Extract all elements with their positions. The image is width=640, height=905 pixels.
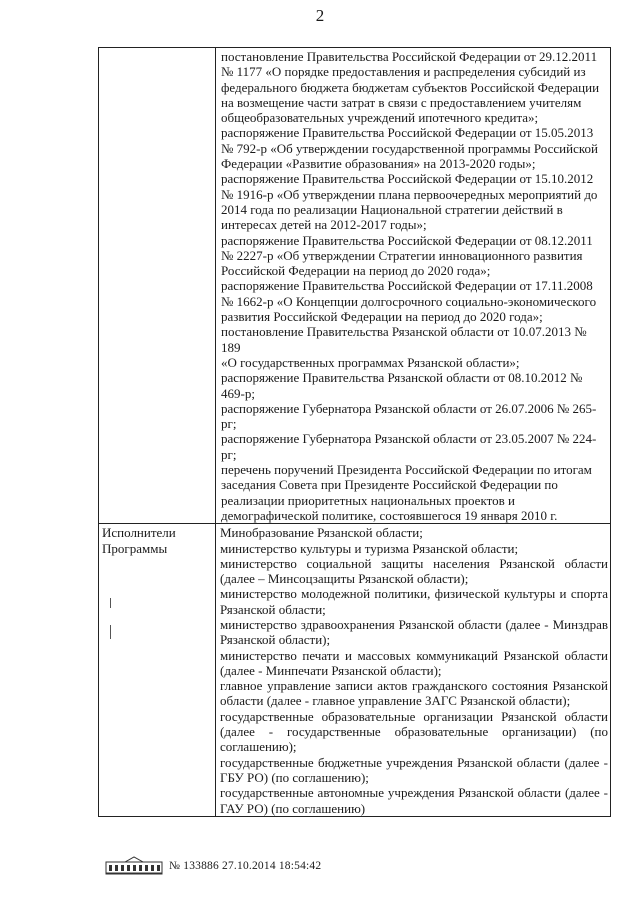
- text-line: № 1662-р «О Концепции долгосрочного социально-экономического: [221, 293, 597, 309]
- legal-basis-cell: [216, 48, 611, 524]
- margin-mark: [110, 625, 111, 639]
- margin-mark: [110, 598, 111, 608]
- text-line: распоряжение Губернатора Рязанской области от 23.05.2007 № 224-рг;: [221, 431, 597, 462]
- text-line: Федерации «Развитие образования» на 2013-2020 годы»;: [221, 156, 536, 172]
- text-line: № 1177 «О порядке предоставления и распределения субсидий из: [221, 64, 586, 80]
- text-line: постановление Правительства Российской Федерации от 29.12.2011: [221, 49, 598, 64]
- text-line: на возмещение части затрат в связи с предоставлением учителям: [221, 94, 582, 110]
- text-line: распоряжение Правительства Российской Федерации от 15.10.2012: [221, 171, 594, 187]
- list-item: государственные автономные учреждения Рязанской области (далее - ГАУ РО) (по соглашению): [220, 785, 608, 816]
- text-line: № 2227-р «Об утверждении Стратегии инновационного развития: [221, 247, 583, 263]
- text-line: реализации приоритетных национальных проектов и: [221, 492, 515, 508]
- text-line: перечень поручений Президента Российской Федерации по итогам: [221, 462, 592, 478]
- table-row: [99, 524, 611, 817]
- list-item: министерство социальной защиты населения Рязанской области (далее – Минсоцзащиты Рязанской области);: [220, 555, 608, 587]
- list-item: министерство молодежной политики, физической культуры и спорта Рязанской области;: [220, 586, 608, 617]
- text-line: № 792-р «Об утверждении государственной программы Российской: [221, 140, 598, 156]
- text-line: заседания Совета при Президенте Российской Федерации по: [221, 477, 558, 493]
- list-item: Минобразование Рязанской области;: [220, 525, 423, 541]
- text-line: Российской Федерации на период до 2020 года»;: [221, 263, 491, 279]
- document-stamp: [105, 856, 321, 876]
- text-line: распоряжение Правительства Российской Федерации от 17.11.2008: [221, 278, 593, 294]
- row-label: [99, 48, 216, 524]
- table-row: [99, 48, 611, 524]
- emblem-icon: [105, 856, 163, 876]
- list-item: министерство здравоохранения Рязанской области (далее - Минздрав Рязанской области);: [220, 616, 608, 648]
- text-line: распоряжение Губернатора Рязанской области от 26.07.2006 № 265-рг;: [221, 400, 597, 432]
- list-item: государственные бюджетные учреждения Рязанской области (далее - ГБУ РО) (по соглашению);: [220, 754, 608, 785]
- row-label: Программы: [102, 540, 168, 556]
- text-line: «О государственных программах Рязанской области»;: [221, 354, 520, 370]
- text-line: интересах детей на 2012-2017 годы»;: [221, 217, 427, 233]
- row-label: Исполнители: [102, 525, 176, 541]
- text-line: развития Российской Федерации на период до 2020 года»;: [221, 309, 543, 325]
- text-line: распоряжение Правительства Российской Федерации от 08.12.2011: [221, 232, 593, 248]
- text-line: демографической политике, состоявшегося 19 января 2010 г.: [221, 507, 558, 523]
- text-line: федерального бюджета бюджетам субъектов Российской Федерации: [221, 79, 600, 95]
- executors-label-cell: [99, 524, 216, 817]
- executors-cell: [216, 524, 611, 817]
- registration-stamp-text: № 133886 27.10.2014 18:54:42: [169, 860, 322, 872]
- text-line: № 1916-р «Об утверждении плана первоочередных мероприятий до: [221, 186, 598, 202]
- text-line: постановление Правительства Рязанской области от 10.07.2013 № 189: [221, 324, 587, 355]
- page-number: 2: [315, 6, 325, 25]
- list-item: министерство печати и массовых коммуникаций Рязанской области (далее - Минпечати Рязанской области);: [220, 647, 608, 678]
- text-line: 2014 года по реализации Национальной стратегии действий в: [221, 201, 563, 217]
- list-item: министерство культуры и туризма Рязанской области;: [220, 540, 519, 556]
- program-passport-table: [98, 47, 611, 817]
- list-item: государственные образовательные организации Рязанской области (далее - государственные образовательные организации) (по соглашению);: [220, 708, 608, 755]
- text-line: распоряжение Правительства Рязанской области от 08.10.2012 № 469-р;: [221, 370, 583, 401]
- text-line: распоряжение Правительства Российской Федерации от 15.05.2013: [221, 125, 594, 141]
- text-line: общеобразовательных учреждений ипотечного кредита»;: [221, 110, 539, 126]
- list-item: главное управление записи актов гражданского состояния Рязанской области (далее - главное управление ЗАГС Рязанской области);: [220, 678, 608, 709]
